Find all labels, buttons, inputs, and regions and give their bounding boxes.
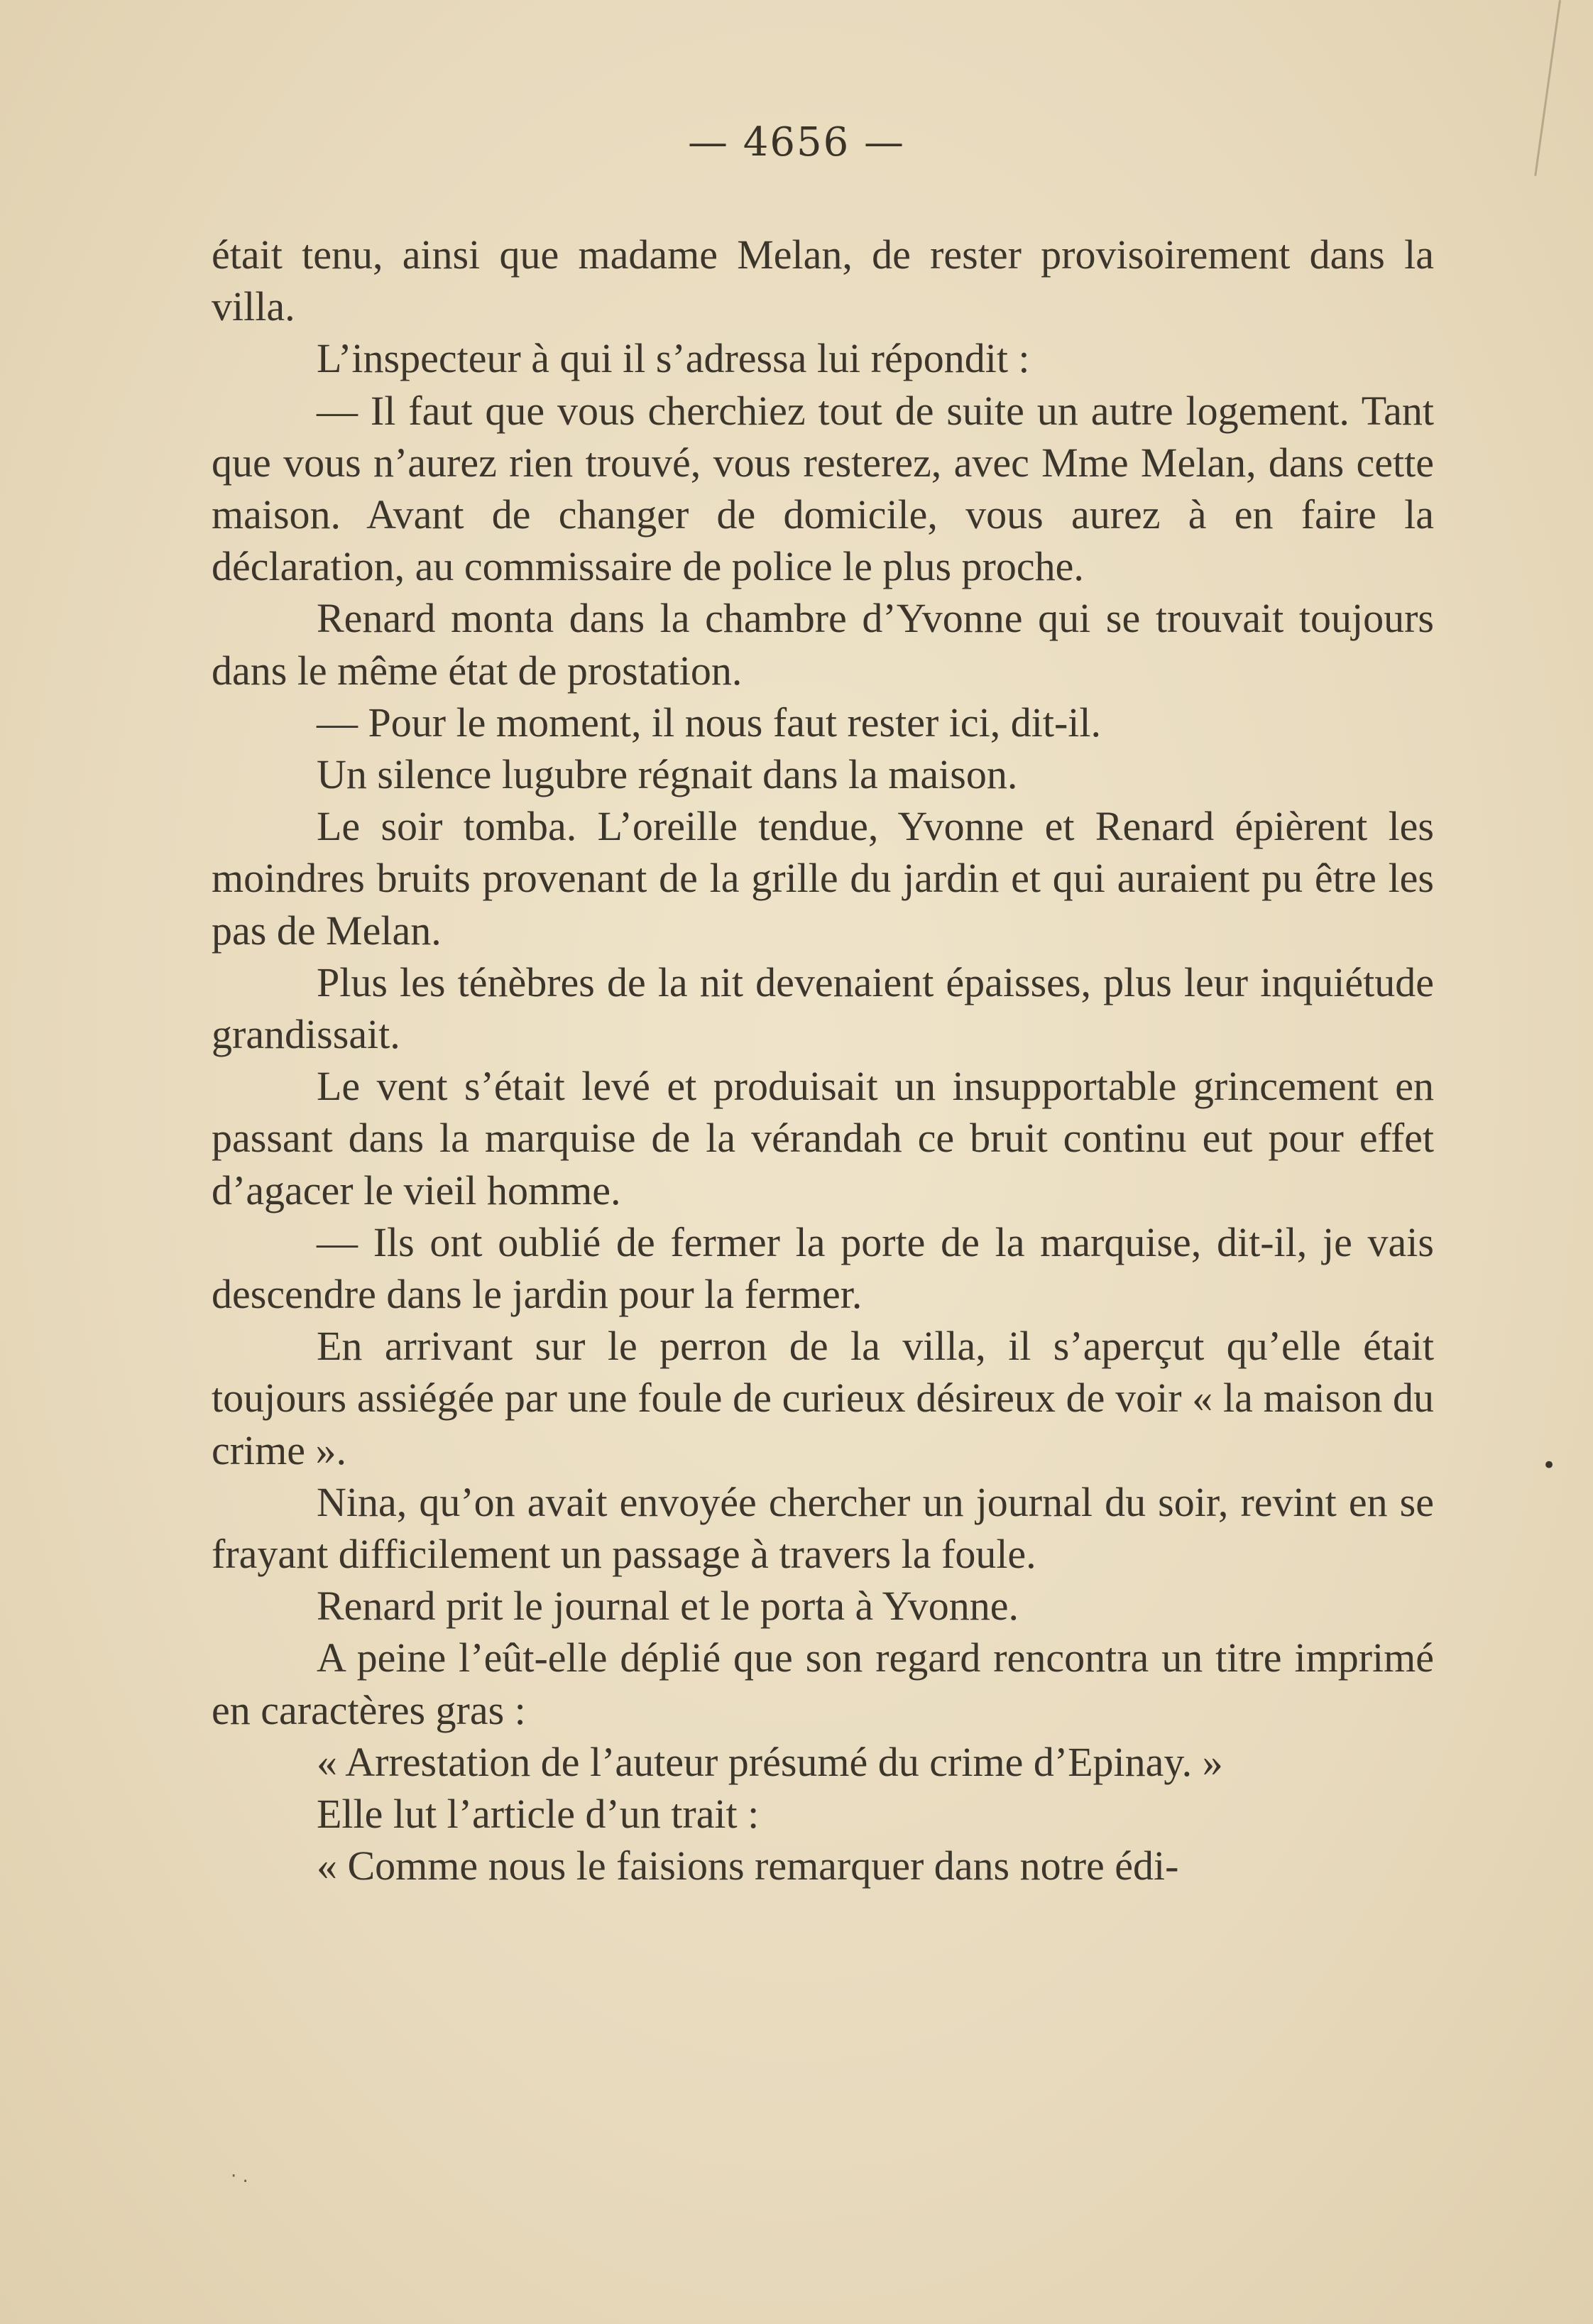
paragraph: Plus les ténèbres de la nit devenaient épaisses, plus leur inquiétude grandissait. <box>212 959 1434 1058</box>
paragraph: L’inspecteur à qui il s’adressa lui répondit : <box>317 335 1030 382</box>
margin-mark: • <box>1542 1451 1557 1480</box>
paragraph: Le soir tomba. L’oreille tendue, Yvonne et Renard épièrent les moindres bruits provenant de la grille du jardin et qui auraient pu être les pas de Melan. <box>212 803 1434 954</box>
footer-mark: · . <box>231 2166 248 2187</box>
paragraph: Elle lut l’article d’un trait : <box>317 1791 760 1838</box>
paragraph: En arrivant sur le perron de la villa, il s’aperçut qu’elle était toujours assiégée par une foule de curieux désireux de voir « la maison du crime ». <box>212 1323 1434 1473</box>
paragraph: « Comme nous le faisions remarquer dans notre édi- <box>317 1843 1179 1889</box>
paragraph: Un silence lugubre régnait dans la maison. <box>317 751 1018 798</box>
paragraph: Nina, qu’on avait envoyée chercher un journal du soir, revint en se frayant difficilement un passage à travers la foule. <box>212 1478 1434 1578</box>
paragraph: — Pour le moment, il nous faut rester ici, dit-il. <box>317 699 1102 746</box>
body-text <box>212 229 1434 1892</box>
paragraph: — Il faut que vous cherchiez tout de suite un autre logement. Tant que vous n’aurez rien trouvé, vous resterez, avec Mme Melan, dans cette maison. Avant de changer de domicile, vous aurez à en faire la déclaration, au commissaire de police le plus proche. <box>212 387 1434 590</box>
paragraph: « Arrestation de l’auteur présumé du crime d’Epinay. » <box>317 1738 1223 1785</box>
paragraph: Renard prit le journal et le porta à Yvonne. <box>317 1583 1019 1630</box>
paragraph: Le vent s’était levé et produisait un insupportable grincement en passant dans la marquise de la vérandah ce bruit continu eut pour effet d’agacer le vieil homme. <box>212 1063 1434 1213</box>
paragraph: — Ils ont oublié de fermer la porte de la marquise, dit-il, je vais descendre dans le jardin pour la fermer. <box>212 1218 1434 1318</box>
page-number: — 4656 — <box>687 119 906 165</box>
paragraph: A peine l’eût-elle déplié que son regard rencontra un titre imprimé en caractères gras : <box>212 1635 1434 1733</box>
paragraph: était tenu, ainsi que madame Melan, de rester provisoirement dans la villa. <box>212 231 1434 330</box>
paragraph: Renard monta dans la chambre d’Yvonne qui se trouvait toujours dans le même état de prostation. <box>212 595 1434 694</box>
